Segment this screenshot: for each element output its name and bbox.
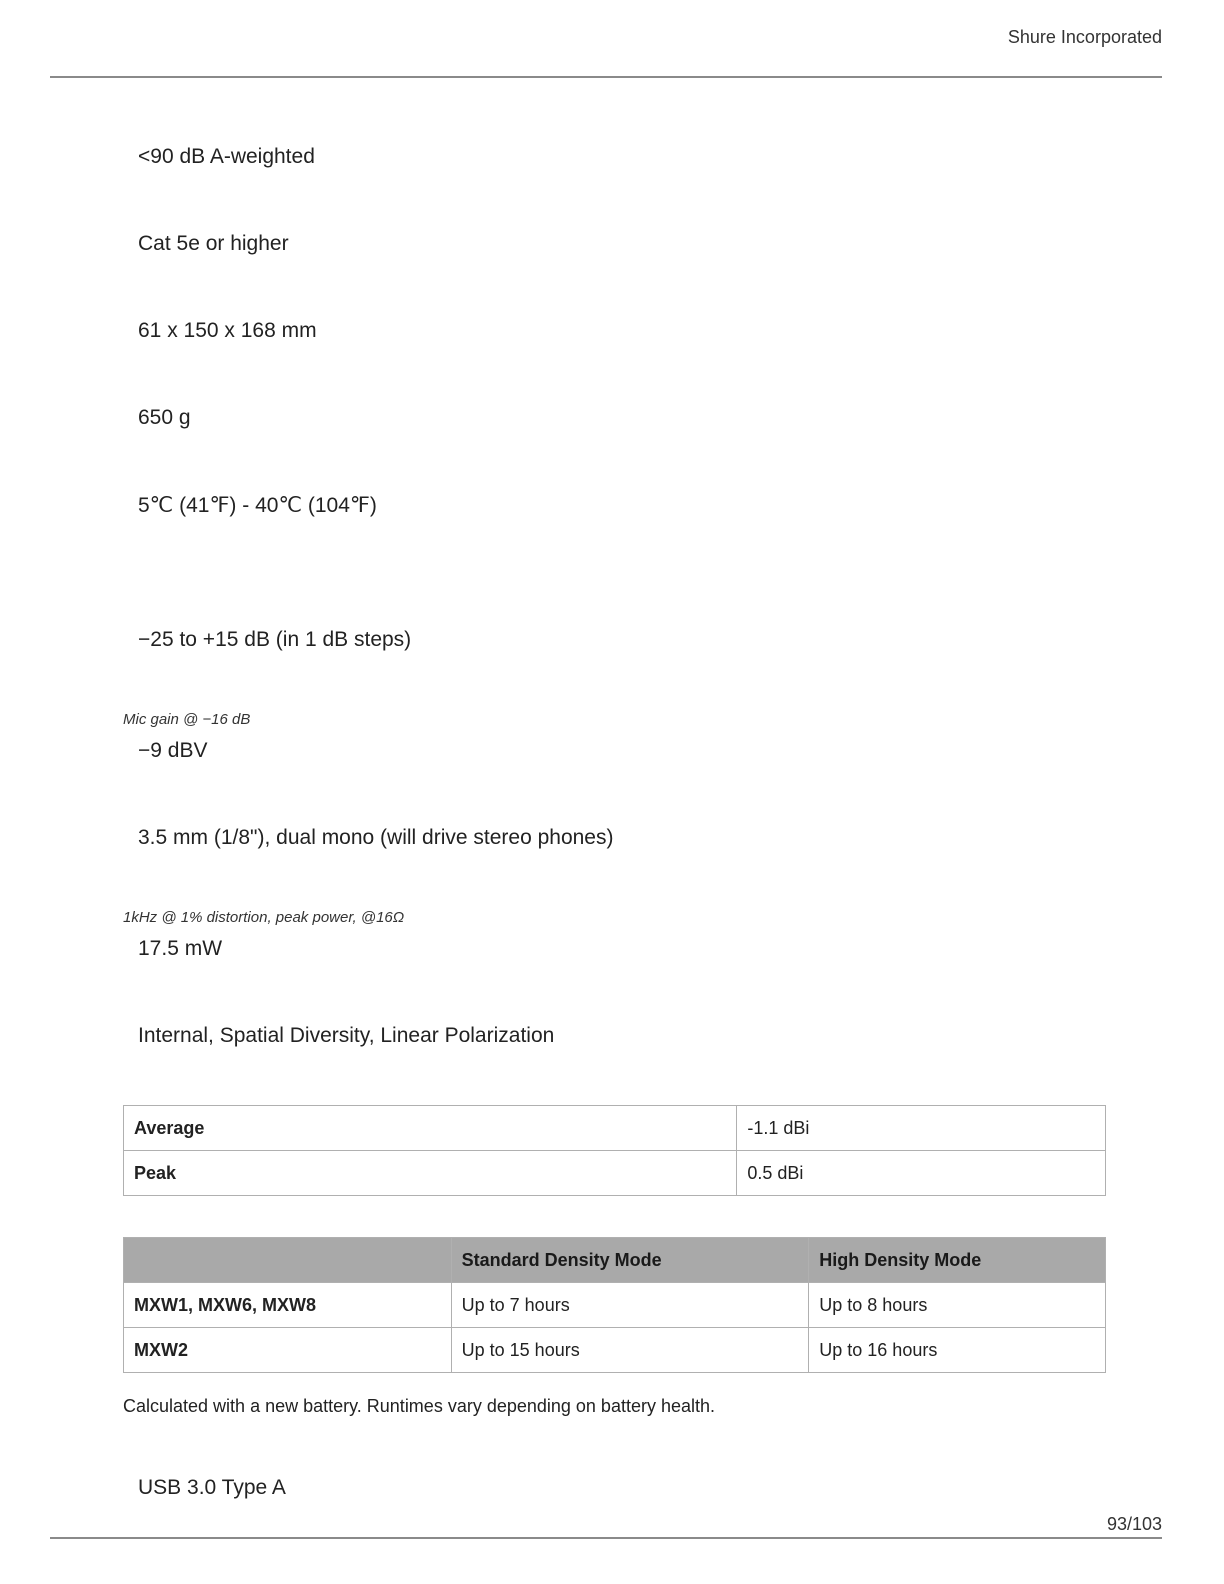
spec-noise: <90 dB A-weighted — [138, 145, 315, 168]
page-number: 93/103 — [1106, 1514, 1162, 1534]
antenna-gain-table — [123, 1105, 1106, 1196]
table-row — [124, 1106, 1106, 1151]
model-cell: MXW1, MXW6, MXW8 — [124, 1283, 452, 1328]
high-runtime-cell: Up to 16 hours — [809, 1328, 1106, 1373]
standard-runtime-cell: Up to 15 hours — [451, 1328, 809, 1373]
gain-value: 0.5 dBi — [737, 1151, 1106, 1196]
headphone-note: 1kHz @ 1% distortion, peak power, @16Ω — [123, 909, 405, 926]
spec-gain-range: −25 to +15 dB (in 1 dB steps) — [138, 628, 412, 651]
column-header: Standard Density Mode — [451, 1238, 809, 1283]
spec-temperature: 5℃ (41℉) - 40℃ (104℉) — [138, 494, 377, 517]
table-row — [124, 1283, 1106, 1328]
spec-weight: 650 g — [138, 406, 191, 429]
runtime-footnote: Calculated with a new battery. Runtimes vary depending on battery health. — [123, 1396, 716, 1416]
table-row — [124, 1328, 1106, 1373]
high-runtime-cell: Up to 8 hours — [809, 1283, 1106, 1328]
column-header: High Density Mode — [809, 1238, 1106, 1283]
spec-headphone-power: 17.5 mW — [138, 937, 223, 960]
spec-antenna: Internal, Spatial Diversity, Linear Polarization — [138, 1024, 555, 1047]
footer-divider — [50, 1537, 1162, 1539]
spec-output-level: −9 dBV — [138, 739, 208, 762]
spec-headphone-connector: 3.5 mm (1/8"), dual mono (will drive stereo phones) — [138, 826, 614, 849]
output-note: Mic gain @ −16 dB — [123, 711, 251, 728]
column-header — [124, 1238, 452, 1283]
table-header-row — [124, 1238, 1106, 1283]
gain-label: Average — [124, 1106, 737, 1151]
model-cell: MXW2 — [124, 1328, 452, 1373]
standard-runtime-cell: Up to 7 hours — [451, 1283, 809, 1328]
gain-value: -1.1 dBi — [737, 1106, 1106, 1151]
table-row — [124, 1151, 1106, 1196]
battery-runtime-table — [123, 1237, 1106, 1373]
spec-usb: USB 3.0 Type A — [138, 1476, 286, 1499]
gain-label: Peak — [124, 1151, 737, 1196]
header-company-name: Shure Incorporated — [1007, 27, 1162, 47]
header-divider — [50, 76, 1162, 78]
spec-dimensions: 61 x 150 x 168 mm — [138, 319, 317, 342]
spec-cable: Cat 5e or higher — [138, 232, 289, 255]
